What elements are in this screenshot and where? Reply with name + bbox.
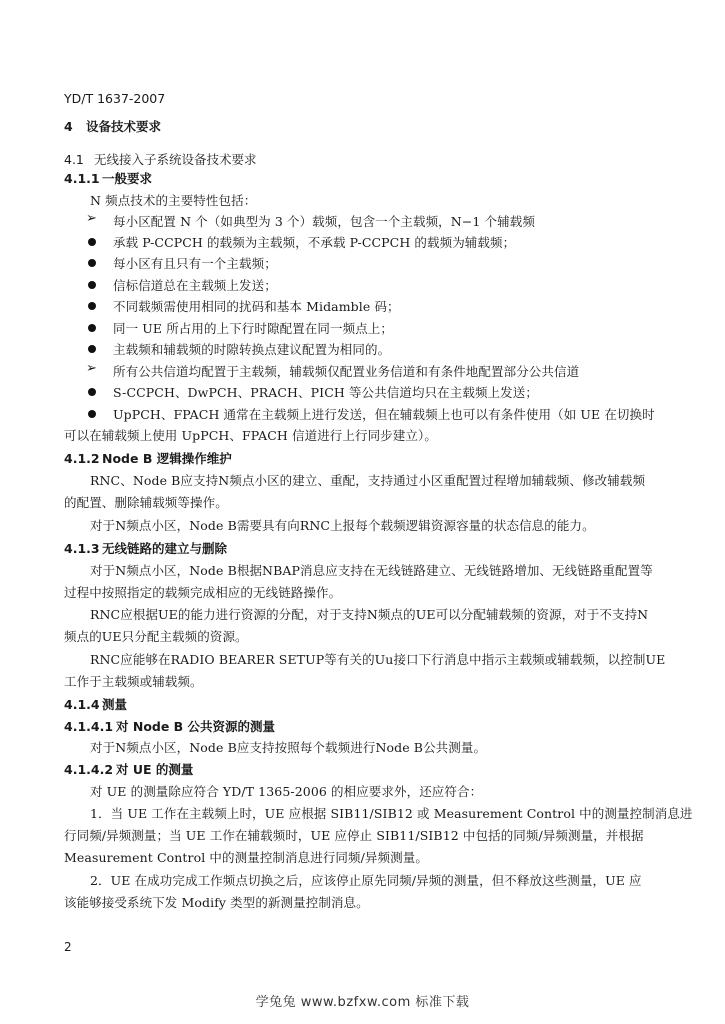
- section-4-1-3-heading: 4.1.3 无线链路的建立与删除: [64, 541, 228, 556]
- paragraph-line: RNC、Node B应支持N频点小区的建立、重配，支持通过小区重配置过程增加辅载频、修改辅载频: [90, 473, 646, 488]
- footer-watermark-text: 学兔兔 www.bzfxw.com 标准下载: [255, 995, 470, 1010]
- dot-bullet-icon: [88, 345, 96, 353]
- bullet-item: UpPCH、FPACH 通常在主载频上进行发送，但在辅载频上也可以有条件使用（如 UE 在切换时: [113, 407, 655, 422]
- bullet-item: 每小区有且只有一个主载频；: [113, 256, 277, 271]
- dot-bullet-icon: [88, 324, 96, 332]
- paragraph-line: 频点的UE只分配主载频的资源。: [64, 629, 248, 644]
- dot-bullet-icon: [88, 302, 96, 310]
- bullet-item: 信标信道总在主载频上发送；: [113, 278, 277, 293]
- section-4-1-heading: 4.1 无线接入子系统设备技术要求: [64, 152, 257, 167]
- bullet-item: 同一 UE 所占用的上下行时隙配置在同一频点上；: [113, 321, 394, 336]
- paragraph-line: RNC应能够在RADIO BEARER SETUP等有关的Uu接口下行消息中指示主载频或辅载频，以控制UE: [90, 652, 666, 667]
- arrow-bullet-icon: ➢: [86, 361, 97, 376]
- dot-bullet-icon: [88, 238, 96, 246]
- section-4-1-2-heading: 4.1.2 Node B 逻辑操作维护: [64, 451, 232, 466]
- paragraph-line: 的配置、删除辅载频等操作。: [64, 495, 228, 510]
- bullet-item: 主载频和辅载频的时隙转换点建议配置为相同的。: [113, 342, 391, 357]
- paragraph-line: RNC应根据UE的能力进行资源的分配，对于支持N频点的UE可以分配辅载频的资源，对于不支持N: [90, 607, 649, 622]
- intro-text: N 频点技术的主要特性包括：: [90, 193, 257, 208]
- bullet-item: 所有公共信道均配置于主载频，辅载频仅配置业务信道和有条件地配置部分公共信道: [113, 364, 580, 379]
- document-code: YD/T 1637-2007: [64, 91, 166, 106]
- bullet-item: 承载 P-CCPCH 的载频为主载频，不承载 P-CCPCH 的载频为辅载频；: [113, 235, 516, 250]
- arrow-bullet-icon: ➢: [86, 211, 97, 226]
- paragraph-line: 对于N频点小区，Node B需要具有向RNC上报每个载频逻辑资源容量的状态信息的能力。: [90, 518, 595, 533]
- dot-bullet-icon: [88, 281, 96, 289]
- bullet-item: 不同载频需使用相同的扰码和基本 Midamble 码；: [113, 299, 400, 314]
- bullet-continuation: 可以在辅载频上使用 UpPCH、FPACH 信道进行上行同步建立）。: [64, 428, 437, 443]
- section-4-1-4-2-heading: 4.1.4.2 对 UE 的测量: [64, 762, 194, 777]
- paragraph-line: 行同频/异频测量；当 UE 工作在辅载频时，UE 应停止 SIB11/SIB12 中包括的同频/异频测量，并根据: [64, 828, 644, 843]
- paragraph-line: 该能够接受系统下发 Modify 类型的新测量控制消息。: [64, 895, 369, 910]
- section-4-1-4-heading: 4.1.4 测量: [64, 697, 128, 712]
- dot-bullet-icon: [88, 259, 96, 267]
- paragraph-line: 对于N频点小区，Node B根据NBAP消息应支持在无线链路建立、无线链路增加、无线链路重配置等: [90, 563, 653, 578]
- paragraph-line: Measurement Control 中的测量控制消息进行同频/异频测量。: [64, 850, 428, 865]
- paragraph-line: 工作于主载频或辅载频。: [64, 674, 203, 689]
- paragraph-line: 对于N频点小区，Node B应支持按照每个载频进行Node B公共测量。: [90, 740, 487, 755]
- dot-bullet-icon: [88, 388, 96, 396]
- paragraph-line: 2．UE 在成功完成工作频点切换之后，应该停止原先同频/异频的测量，但不释放这些测量，UE 应: [90, 873, 642, 888]
- dot-bullet-icon: [88, 410, 96, 418]
- bullet-item: 每小区配置 N 个（如典型为 3 个）载频，包含一个主载频，N−1 个辅载频: [113, 214, 535, 229]
- section-4-heading: 4 设备技术要求: [64, 119, 162, 134]
- paragraph-line: 对 UE 的测量除应符合 YD/T 1365-2006 的相应要求外，还应符合：: [90, 784, 483, 799]
- section-4-1-1-heading: 4.1.1 一般要求: [64, 171, 153, 186]
- page-number: 2: [64, 940, 72, 954]
- section-4-1-4-1-heading: 4.1.4.1 对 Node B 公共资源的测量: [64, 719, 276, 734]
- bullet-item: S-CCPCH、DwPCH、PRACH、PICH 等公共信道均只在主载频上发送；: [113, 385, 538, 400]
- paragraph-line: 1．当 UE 工作在主载频上时，UE 应根据 SIB11/SIB12 或 Measurement Control 中的测量控制消息进: [90, 806, 693, 821]
- paragraph-line: 过程中按照指定的载频完成相应的无线链路操作。: [64, 585, 342, 600]
